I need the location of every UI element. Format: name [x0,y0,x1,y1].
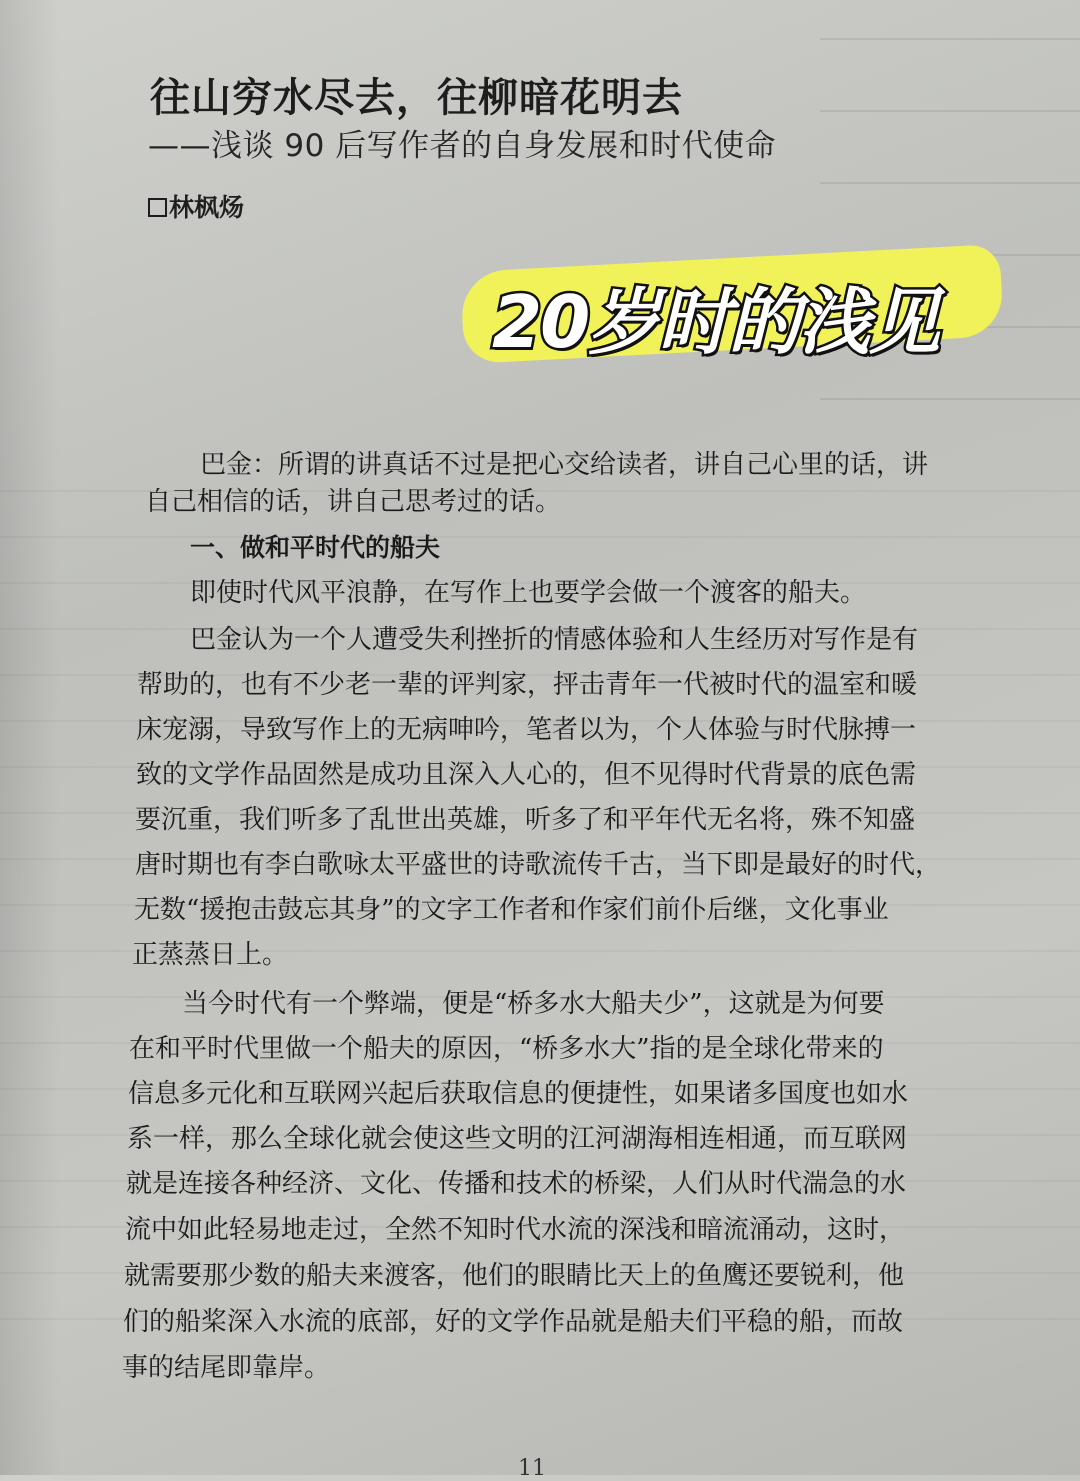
page-fold-shadow [0,0,60,1475]
paragraph-line: 要沉重，我们听多了乱世出英雄，听多了和平年代无名将，殊不知盛 [135,805,916,835]
author-name: 林枫炀 [169,193,245,222]
section-heading: 一、做和平时代的船夫 [190,533,441,562]
paragraph-line: 们的船桨深入水流的底部，好的文学作品就是船夫们平稳的船，而故 [123,1307,904,1337]
paragraph-line: 致的文学作品固然是成功且深入人心的，但不见得时代背景的底色需 [136,760,917,790]
paragraph-line: 巴金认为一个人遭受失利挫折的情感体验和人生经历对写作是有 [190,625,919,655]
paragraph-line: 就是连接各种经济、文化、传播和技术的桥梁，人们从时代湍急的水 [126,1169,907,1199]
paragraph-line: 事的结尾即靠岸。 [122,1353,331,1383]
paragraph-line: 当今时代有一个弊端，便是“桥多水大船夫少”，这就是为何要 [182,989,885,1019]
paragraph-line: 正蒸蒸日上。 [132,940,289,970]
paragraph-line: 唐时期也有李白歌咏太平盛世的诗歌流传千古，当下即是最好的时代， [135,850,942,880]
paragraph-line: 流中如此轻易地走过，全然不知时代水流的深浅和暗流涌动，这时， [125,1215,906,1245]
bleed-through-texture [820,0,1080,460]
article-subtitle: ——浅谈 90 后写作者的自身发展和时代使命 [148,128,777,164]
paragraph-line: 在和平时代里做一个船夫的原因，“桥多水大”指的是全球化带来的 [129,1034,884,1064]
paragraph-line: 无数“援抱击鼓忘其身”的文字工作者和作家们前仆后继，文化事业 [134,895,889,925]
author-byline [148,188,244,224]
sticker-caption: 20岁时的浅见 [492,280,939,364]
author-box-icon [148,198,167,217]
paragraph-line: 床宠溺，导致写作上的无病呻吟，笔者以为，个人体验与时代脉搏一 [136,715,917,745]
paragraph-line: 就需要那少数的船夫来渡客，他们的眼睛比天上的鱼鹰还要锐利，他 [124,1261,905,1291]
quote-line-1: 巴金：所谓的讲真话不过是把心交给读者，讲自己心里的话，讲 [200,450,929,480]
paragraph-line: 信息多元化和互联网兴起后获取信息的便捷性，如果诸多国度也如水 [128,1079,909,1109]
page-number: 11 [518,1456,546,1481]
paragraph-line: 系一样，那么全球化就会使这些文明的江河湖海相连相通，而互联网 [127,1124,908,1154]
article-title: 往山穷水尽去，往柳暗花明去 [150,75,683,121]
quote-line-2: 自己相信的话，讲自己思考过的话。 [145,487,562,517]
paragraph-line: 即使时代风平浪静，在写作上也要学会做一个渡客的船夫。 [190,578,867,608]
paragraph-line: 帮助的，也有不少老一辈的评判家，抨击青年一代被时代的温室和暖 [137,670,918,700]
